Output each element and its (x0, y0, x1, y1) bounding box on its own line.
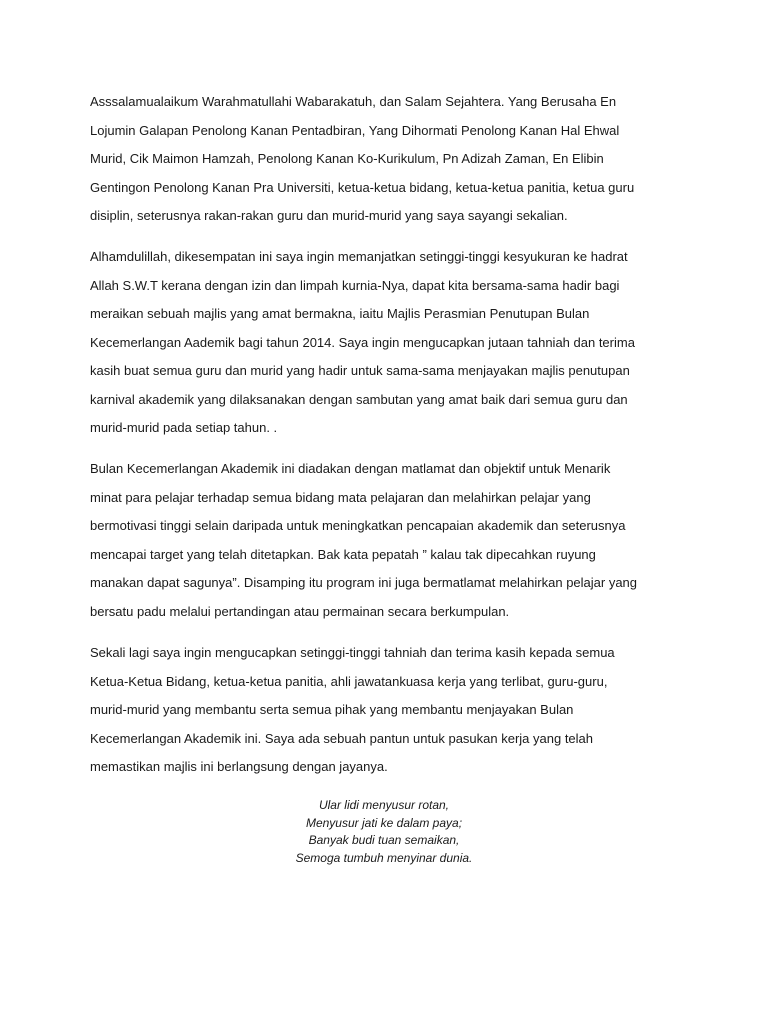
text-line: meraikan sebuah majlis yang amat bermakna, iaitu Majlis Perasmian Penutupan Bulan (90, 306, 590, 321)
text-line: Sekali lagi saya ingin mengucapkan setinggi-tinggi tahniah dan terima kasih kepada semua (90, 645, 615, 660)
text-line: murid-murid pada setiap tahun. . (90, 420, 278, 435)
text-line: Lojumin Galapan Penolong Kanan Pentadbiran, Yang Dihormati Penolong Kanan Hal Ehwal (90, 122, 620, 138)
text-line: minat para pelajar terhadap semua bidang mata pelajaran dan melahirkan pelajar yang (90, 489, 591, 505)
pantun-line: Ular lidi menyusur rotan, (318, 798, 450, 812)
paragraph-gratitude (90, 243, 690, 443)
text-line: disiplin, seterusnya rakan-rakan guru dan murid-murid yang saya sayangi sekalian. (90, 208, 568, 223)
paragraph-thanks (90, 639, 690, 782)
text-line: manakan dapat sagunya”. Disamping itu program ini juga bermatlamat melahirkan pelajar yang (90, 575, 638, 590)
text-line: karnival akademik yang dilaksanakan dengan sambutan yang amat baik dari semua guru dan (90, 391, 628, 407)
text-line: Asssalamualaikum Warahmatullahi Wabarakatuh, dan Salam Sejahtera. Yang Berusaha En (90, 94, 617, 109)
text-line: murid-murid yang membantu serta semua pihak yang membantu menjayakan Bulan (90, 702, 574, 717)
pantun-line: Menyusur jati ke dalam paya; (305, 815, 463, 830)
pantun-verse (184, 797, 584, 867)
pantun-line: Semoga tumbuh menyinar dunia. (295, 850, 473, 865)
pantun-line: Banyak budi tuan semaikan, (308, 833, 460, 847)
text-line: Alhamdulillah, dikesempatan ini saya ingin memanjatkan setinggi-tinggi kesyukuran ke hadrat (90, 249, 628, 264)
text-line: Gentingon Penolong Kanan Pra Universiti, ketua-ketua bidang, ketua-ketua panitia, ketua guru (90, 179, 635, 195)
text-line: Kecemerlangan Akademik ini. Saya ada sebuah pantun untuk pasukan kerja yang telah (90, 730, 594, 746)
text-line: bersatu padu melalui pertandingan atau permainan secara berkumpulan. (90, 603, 510, 619)
text-line: Kecemerlangan Aademik bagi tahun 2014. Saya ingin mengucapkan jutaan tahniah dan terima (90, 334, 635, 350)
text-line: mencapai target yang telah ditetapkan. Bak kata pepatah ” kalau tak dipecahkan ruyung (90, 546, 596, 562)
paragraph-greeting (90, 88, 690, 231)
text-line: Murid, Cik Maimon Hamzah, Penolong Kanan Ko-Kurikulum, Pn Adizah Zaman, En Elibin (90, 151, 604, 166)
text-line: Ketua-Ketua Bidang, ketua-ketua panitia, ahli jawatankuasa kerja yang terlibat, guru-guru, (90, 673, 608, 689)
text-line: memastikan majlis ini berlangsung dengan jayanya. (90, 759, 388, 774)
text-line: bermotivasi tinggi selain daripada untuk meningkatkan pencapaian akademik dan seterusnya (90, 518, 626, 533)
text-line: kasih buat semua guru dan murid yang hadir untuk sama-sama menjayakan majlis penutupan (90, 363, 630, 378)
paragraph-objectives (90, 455, 690, 626)
text-line: Allah S.W.T kerana dengan izin dan limpah kurnia-Nya, dapat kita bersama-sama hadir bagi (90, 277, 620, 293)
text-line: Bulan Kecemerlangan Akademik ini diadakan dengan matlamat dan objektif untuk Menarik (90, 461, 611, 476)
